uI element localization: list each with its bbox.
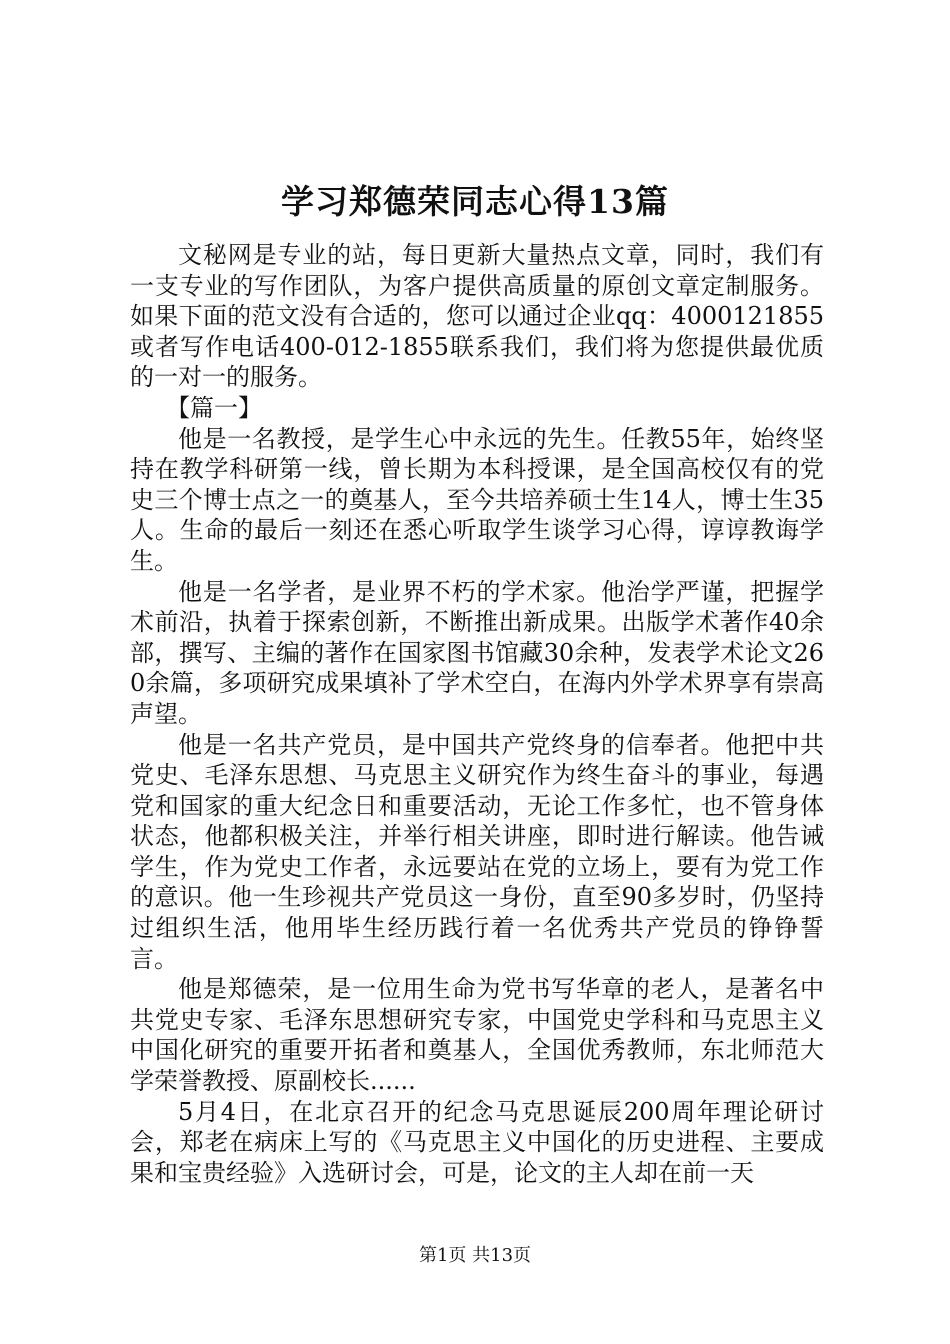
page-footer: 第1页 共13页 <box>418 1245 532 1266</box>
body-paragraph-3: 他是一名共产党员，是中国共产党终身的信奉者。他把中共党史、毛泽东思想、马克思主义研究作为终生奋斗的事业，每遇党和国家的重大纪念日和重要活动，无论工作多忙，也不管身体状态，他都积极关注，并举行相关讲座，即时进行解读。他告诫学生，作为党史工作者，永远要站在党的立场上，要有为党工作的意识。他一生珍视共产党员这一身份，直至90多岁时，仍坚持过组织生活，他用毕生经历践行着一名优秀共产党员的铮铮誓言。 <box>130 730 824 973</box>
intro-paragraph: 文秘网是专业的站，每日更新大量热点文章，同时，我们有一支专业的写作团队，为客户提供高质量的原创文章定制服务。如果下面的范文没有合适的，您可以通过企业qq：4000121855或者写作电话400-012-1855联系我们，我们将为您提供最优质的一对一的服务。 <box>130 241 824 392</box>
body-paragraph-2: 他是一名学者，是业界不朽的学术家。他治学严谨，把握学术前沿，执着于探索创新，不断推出新成果。出版学术著作40余部，撰写、主编的著作在国家图书馆藏30余种，发表学术论文260余篇，多项研究成果填补了学术空白，在海内外学术界享有崇高声望。 <box>130 577 824 728</box>
document-title: 学习郑德荣同志心得13篇 <box>281 182 669 221</box>
body-paragraph-5: 5月4日，在北京召开的纪念马克思诞辰200周年理论研讨会，郑老在病床上写的《马克思主义中国化的历史进程、主要成果和宝贵经验》入选研讨会，可是，论文的主人却在前一天 <box>130 1097 824 1187</box>
body-paragraph-1: 他是一名教授，是学生心中永远的先生。任教55年，始终坚持在教学科研第一线，曾长期为本科授课，是全国高校仅有的党史三个博士点之一的奠基人，至今共培养硕士生14人，博士生35人。生命的最后一刻还在悉心听取学生谈学习心得，谆谆教诲学生。 <box>130 424 824 575</box>
section-heading: 【篇一】 <box>166 393 262 422</box>
body-paragraph-4: 他是郑德荣，是一位用生命为党书写华章的老人，是著名中共党史专家、毛泽东思想研究专家，中国党史学科和马克思主义中国化研究的重要开拓者和奠基人，全国优秀教师，东北师范大学荣誉教授、原副校长...... <box>130 975 824 1096</box>
document-body <box>130 240 824 1188</box>
